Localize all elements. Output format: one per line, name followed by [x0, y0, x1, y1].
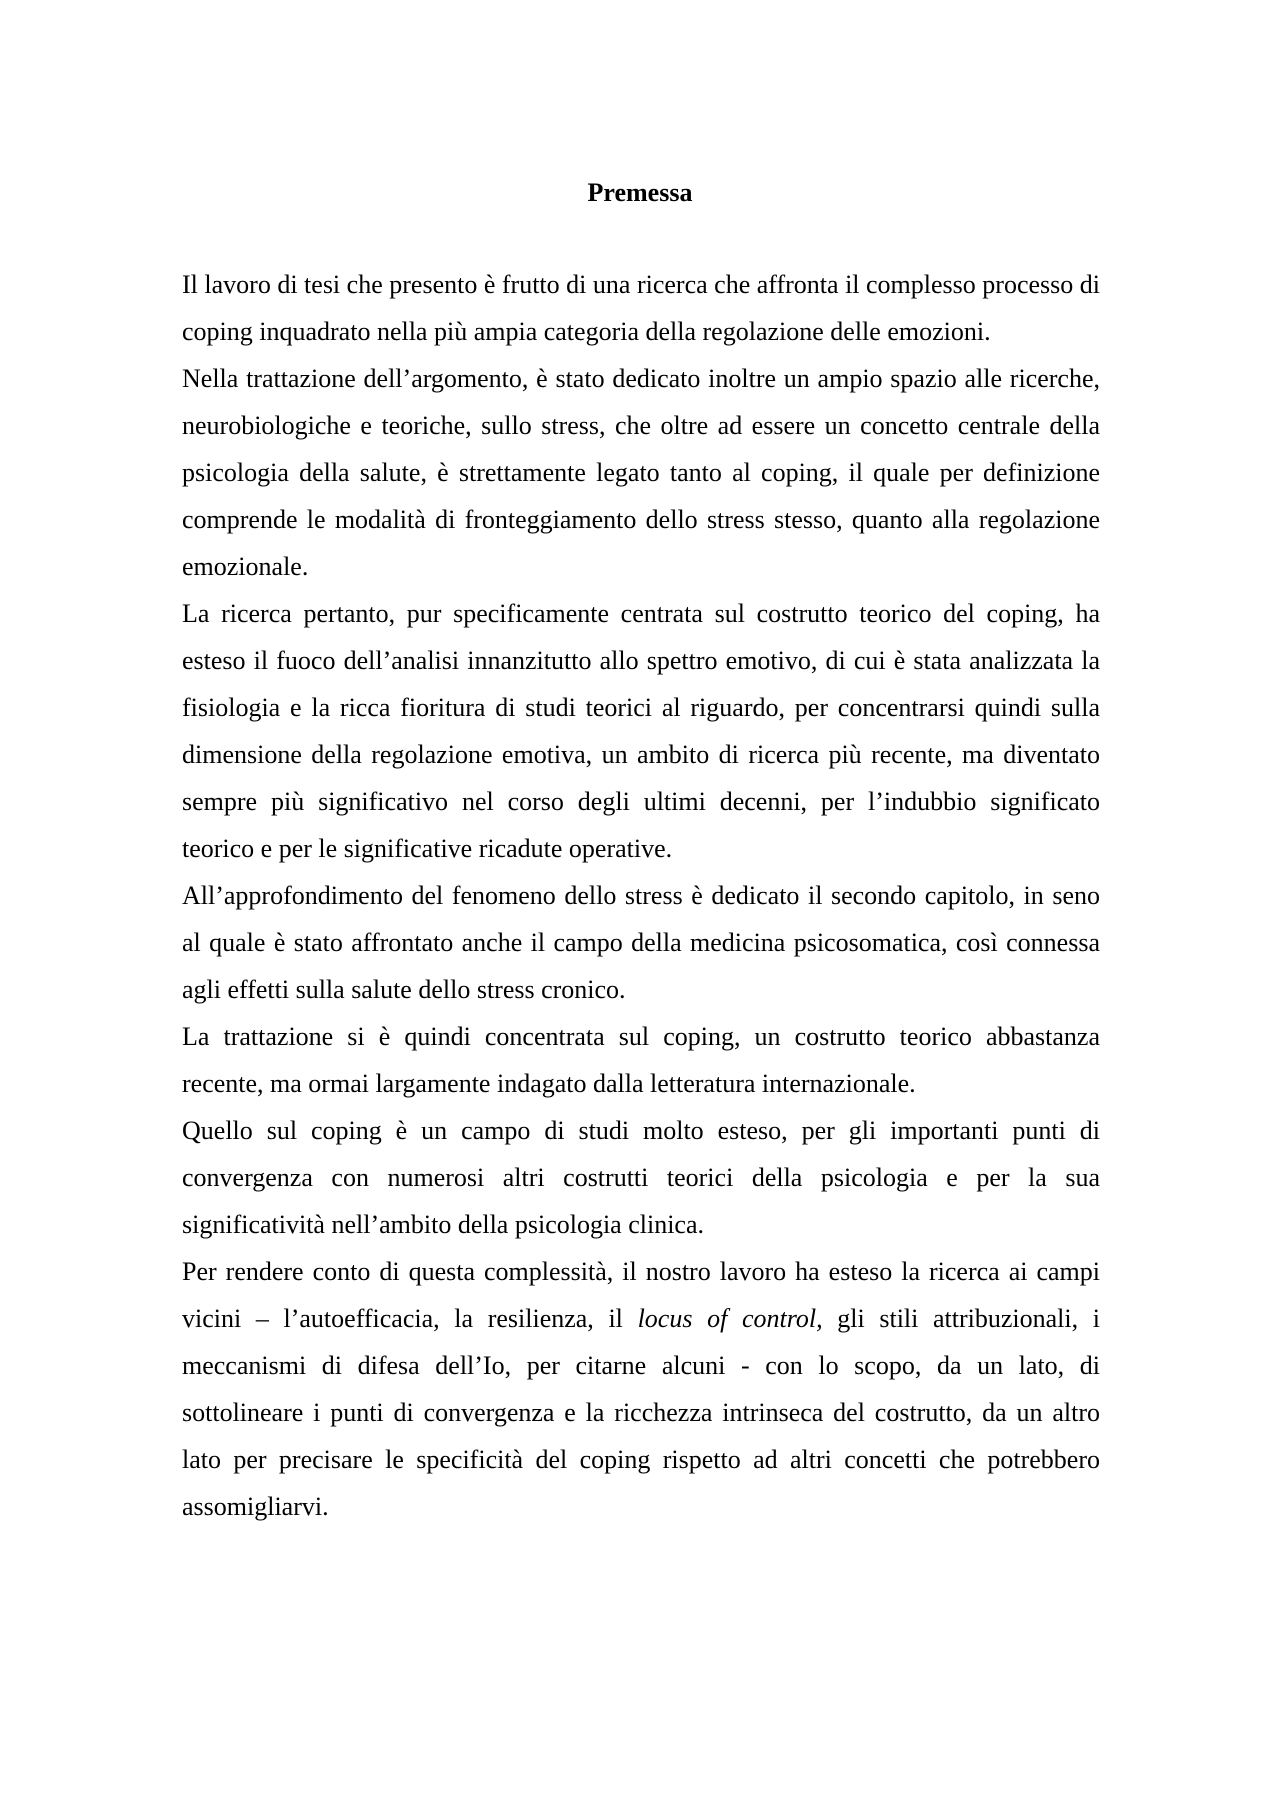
paragraph-2: Nella trattazione dell’argomento, è stato dedicato inoltre un ampio spazio alle ricerche, neurobiologiche e teoriche, sullo stress, che oltre ad essere un concetto centrale della psicologia della salute, è strettamente legato tanto al coping, il quale per definizione comprende le modalità di fronteggiamento dello stress stesso, quanto alla regolazione emozionale.: [182, 364, 1100, 581]
page-title: Premessa: [587, 178, 693, 207]
paragraph-7-text-after: gli stili attribuzionali, i meccanismi di difesa dell’Io, per citarne alcuni - con lo scopo, da un lato, di sottolineare i punti di convergenza e la ricchezza intrinseca del costrutto, da un altro lato per precisare le specificità del coping rispetto ad altri concetti che potrebbero assomigliarvi.: [182, 1304, 1101, 1521]
paragraph-7-text-before: Per rendere conto di questa complessità, il nostro lavoro ha esteso la ricerca ai campi vicini – l’autoefficacia, la resilienza, il: [182, 1257, 1100, 1333]
paragraph-6: Quello sul coping è un campo di studi molto esteso, per gli importanti punti di convergenza con numerosi altri costrutti teorici della psicologia e per la sua significatività nell’ambito della psicologia clinica.: [182, 1116, 1100, 1239]
paragraph-7: [182, 1248, 1100, 1530]
body-text: [182, 261, 1100, 1530]
paragraph-5: La trattazione si è quindi concentrata sul coping, un costrutto teorico abbastanza recente, ma ormai largamente indagato dalla letteratura internazionale.: [182, 1022, 1100, 1098]
paragraph-1: Il lavoro di tesi che presento è frutto di una ricerca che affronta il complesso processo di coping inquadrato nella più ampia categoria della regolazione delle emozioni.: [182, 270, 1100, 346]
paragraph-7-italic-term: locus of control,: [637, 1304, 823, 1333]
paragraph-3: La ricerca pertanto, pur specificamente centrata sul costrutto teorico del coping, ha esteso il fuoco dell’analisi innanzitutto allo spettro emotivo, di cui è stata analizzata la fisiologia e la ricca fioritura di studi teorici al riguardo, per concentrarsi quindi sulla dimensione della regolazione emotiva, un ambito di ricerca più recente, ma diventato sempre più significativo nel corso degli ultimi decenni, per l’indubbio significato teorico e per le significative ricadute operative.: [182, 599, 1100, 863]
paragraph-4: All’approfondimento del fenomeno dello stress è dedicato il secondo capitolo, in seno al quale è stato affrontato anche il campo della medicina psicosomatica, così connessa agli effetti sulla salute dello stress cronico.: [182, 881, 1100, 1004]
